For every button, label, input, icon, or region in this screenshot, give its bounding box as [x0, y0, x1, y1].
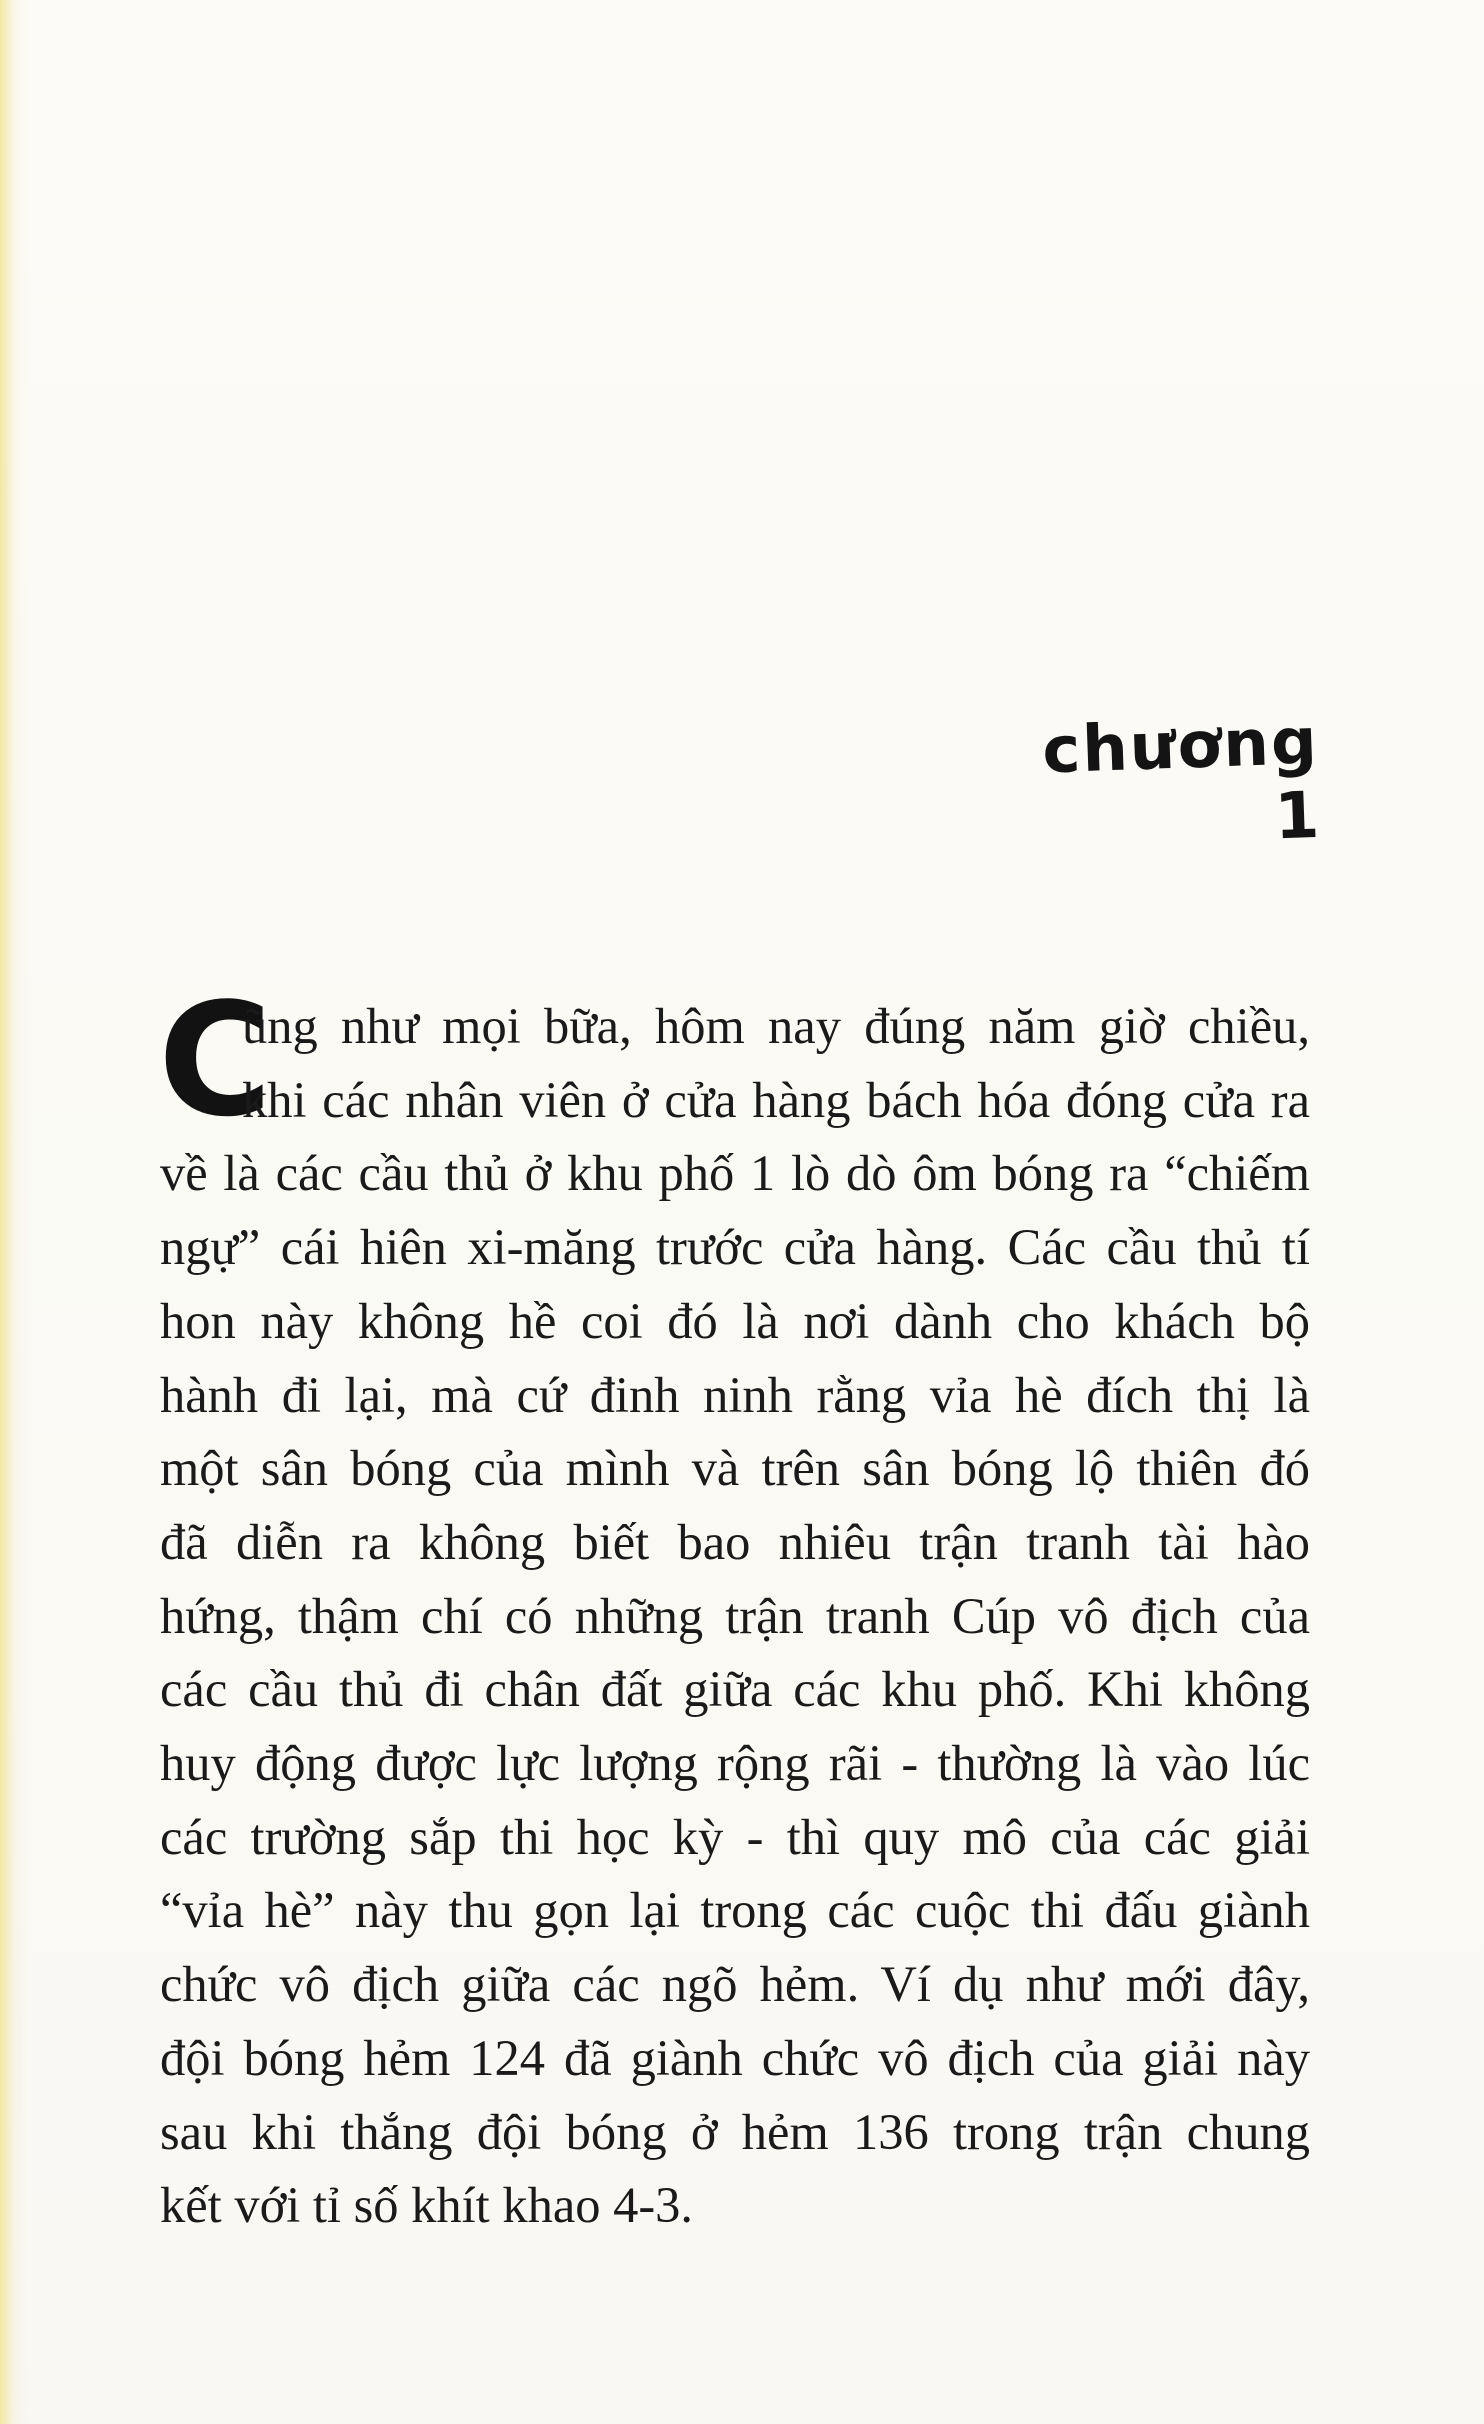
chapter-paragraph: [158, 969, 1310, 2243]
paragraph-line: các trường sắp thi học kỳ - thì quy mô của các giải: [160, 1808, 1310, 1865]
chapter-title: chương 1: [1041, 704, 1323, 855]
paragraph-line: về là các cầu thủ ở khu phố 1 lò dò ôm bóng ra “chiếm: [160, 1145, 1310, 1202]
paragraph-line: ngự” cái hiên xi-măng trước cửa hàng. Các cầu thủ tí: [160, 1219, 1310, 1276]
paragraph-line: một sân bóng của mình và trên sân bóng lộ thiên đó: [160, 1440, 1310, 1497]
paragraph-line: sau khi thắng đội bóng ở hẻm 136 trong trận chung: [160, 2103, 1310, 2160]
paragraph-line: hành đi lại, mà cứ đinh ninh rằng vỉa hè đích thị là: [160, 1366, 1310, 1423]
paragraph-line: chức vô địch giữa các ngõ hẻm. Ví dụ như mới đây,: [160, 1956, 1310, 2013]
paragraph-line: kết với tỉ số khít khao 4-3.: [160, 2177, 694, 2234]
paragraph-line: hon này không hề coi đó là nơi dành cho khách bộ: [160, 1292, 1310, 1349]
paragraph-line: đội bóng hẻm 124 đã giành chức vô địch của giải này: [160, 2029, 1310, 2086]
page-edge-tint: [0, 0, 14, 2424]
paragraph-line: huy động được lực lượng rộng rãi - thường là vào lúc: [160, 1735, 1310, 1792]
drop-cap: C: [158, 969, 273, 1151]
paragraph-line: khi các nhân viên ở cửa hàng bách hóa đóng cửa ra: [242, 1071, 1310, 1128]
paragraph-line: các cầu thủ đi chân đất giữa các khu phố. Khi không: [160, 1661, 1310, 1718]
paragraph-line: đã diễn ra không biết bao nhiêu trận tranh tài hào: [160, 1513, 1310, 1570]
paragraph-line: “vỉa hè” này thu gọn lại trong các cuộc thi đấu giành: [160, 1882, 1310, 1939]
paragraph-line: ũng như mọi bữa, hôm nay đúng năm giờ chiều,: [242, 998, 1310, 1054]
paragraph-line: hứng, thậm chí có những trận tranh Cúp vô địch của: [160, 1587, 1310, 1644]
